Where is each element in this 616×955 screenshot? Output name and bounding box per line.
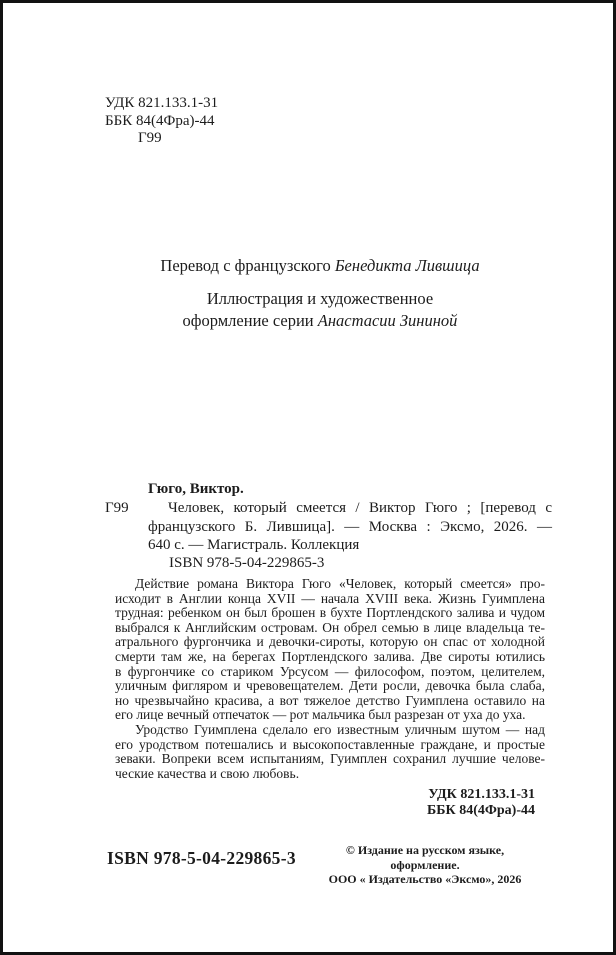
copyright-block — [313, 843, 537, 887]
bbk-number-bottom: ББК 84(4Фра)-44 — [427, 802, 535, 818]
annotation-paragraph-2 — [115, 723, 545, 781]
translation-credit-prefix: Перевод с французского — [160, 256, 335, 275]
catalog-author: Гюго, Виктор. — [148, 481, 244, 497]
annotation-paragraph-1 — [115, 577, 545, 723]
annotation-line: Действие романа Виктора Гюго «Человек, который смеется» про- — [135, 576, 545, 591]
translation-credit — [27, 255, 613, 277]
annotation-line: атрального фургончика и девочки-сироты, которую он спас от холодной — [115, 634, 545, 650]
annotation-line: выбрался к Английским островам. Он обрел семью в лице владельца те- — [115, 619, 545, 635]
author-sign-code: Г99 — [138, 130, 162, 146]
catalog-description — [148, 499, 552, 555]
credits-block — [3, 255, 613, 332]
credits-spacer — [27, 277, 613, 288]
catalog-isbn: ISBN 978-5-04-229865-3 — [169, 555, 325, 571]
copyright-line-2: ООО « Издательство «Эксмо», 2026 — [328, 872, 522, 886]
annotation-line: зеваки. Вопреки всем испытаниям, Гуимплен сохранил лучшие челове- — [115, 751, 545, 767]
annotation-block — [115, 577, 545, 781]
series-design-prefix: оформление серии — [182, 311, 318, 330]
annotation-line: но чрезвычайно красива, а вот тяжелое детство Гуимплена оставило на — [115, 692, 545, 708]
classification-bottom-block — [383, 787, 535, 818]
catalog-author-code: Г99 — [105, 500, 129, 516]
annotation-line: в фургончике со стариком Урсусом — философом, поэтом, целителем, — [115, 663, 545, 679]
illustration-credit-line1: Иллюстрация и художественное — [206, 289, 434, 308]
annotation-line: Уродство Гуимплена сделало его известным уличным шутом — над — [135, 721, 545, 737]
bbk-number: ББК 84(4Фра)-44 — [105, 112, 215, 129]
copyright-line-1: © Издание на русском языке, оформление. — [345, 843, 505, 872]
annotation-line: смерти там же, на берегах Портлендского залива. Две сироты ютились — [115, 648, 545, 664]
classification-top-block — [105, 95, 218, 148]
annotation-line: его лице вечный отпечаток — рот мальчика был разрезан от уха до уха. — [115, 707, 526, 723]
catalog-description-line: французского Б. Лившица]. — Москва : Эксмо, 2026. — — [148, 518, 552, 535]
udk-number-bottom: УДК 821.133.1-31 — [428, 787, 535, 802]
designer-name: Анастасии Зининой — [317, 311, 458, 330]
udk-number: УДК 821.133.1-31 — [105, 95, 219, 111]
catalog-description-line: 640 с. — Магистраль. Коллекция — [148, 537, 360, 554]
catalog-description-line: Человек, который смеется / Виктор Гюго ; [перевод с — [168, 500, 552, 516]
translator-name: Бенедикта Лившица — [334, 256, 480, 275]
annotation-line: уличным фигляром и чревовещателем. Дети росли, девочка была слаба, — [115, 678, 545, 694]
annotation-line: ческие качества и свою любовь. — [115, 765, 300, 781]
annotation-line: его уродством потешались и высокопоставленные граждане, и простые — [115, 736, 545, 752]
annotation-line: трудная: ребенком он был брошен в бухте Портлендского залива и чудом — [115, 605, 545, 621]
footer-isbn: ISBN 978-5-04-229865-3 — [107, 848, 296, 868]
annotation-line: исходит в Англии конца XVII — начала XVIII века. Жизнь Гуимплена — [115, 590, 545, 606]
illustration-credit-line2 — [27, 310, 613, 332]
